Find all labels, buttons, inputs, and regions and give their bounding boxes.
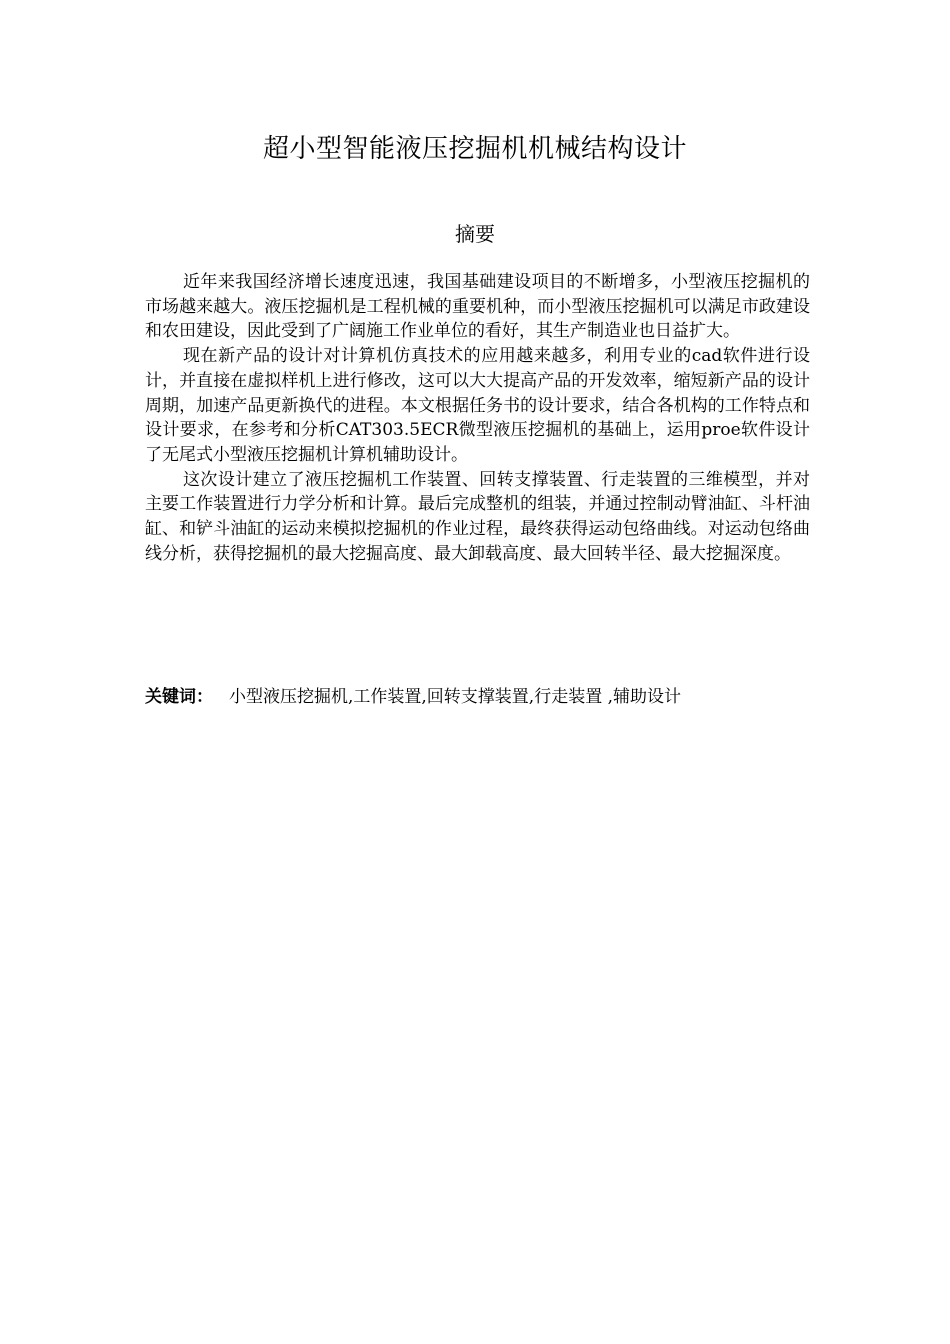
abstract-body (145, 270, 810, 566)
keywords-text: 小型液压挖掘机,工作装置,回转支撑装置,行走装置 ,辅助设计 (229, 687, 682, 707)
abstract-paragraph: 近年来我国经济增长速度迅速，我国基础建设项目的不断增多，小型液压挖掘机的市场越来越大。液压挖掘机是工程机械的重要机种，而小型液压挖掘机可以满足市政建设和农田建设，因此受到了广阔施工作业单位的看好，其生产制造业也日益扩大。 (145, 272, 810, 342)
keywords-label: 关键词： (145, 687, 213, 707)
document-title: 超小型智能液压挖掘机机械结构设计 (262, 134, 687, 164)
abstract-paragraph: 现在新产品的设计对计算机仿真技术的应用越来越多，利用专业的cad软件进行设计，并直接在虚拟样机上进行修改，这可以大大提高产品的开发效率，缩短新产品的设计周期，加速产品更新换代的进程。本文根据任务书的设计要求，结合各机构的工作特点和设计要求，在参考和分析CAT303.5ECR微型液压挖掘机的基础上，运用proe软件设计了无尾式小型液压挖掘机计算机辅助设计。 (145, 346, 810, 465)
keywords-line (145, 684, 845, 710)
abstract-heading: 摘要 (455, 222, 495, 246)
abstract-paragraph: 这次设计建立了液压挖掘机工作装置、回转支撑装置、行走装置的三维模型，并对主要工作装置进行力学分析和计算。最后完成整机的组装，并通过控制动臂油缸、斗杆油缸、和铲斗油缸的运动来模拟挖掘机的作业过程，最终获得运动包络曲线。对运动包络曲线分析，获得挖掘机的最大挖掘高度、最大卸载高度、最大回转半径、最大挖掘深度。 (145, 469, 810, 564)
